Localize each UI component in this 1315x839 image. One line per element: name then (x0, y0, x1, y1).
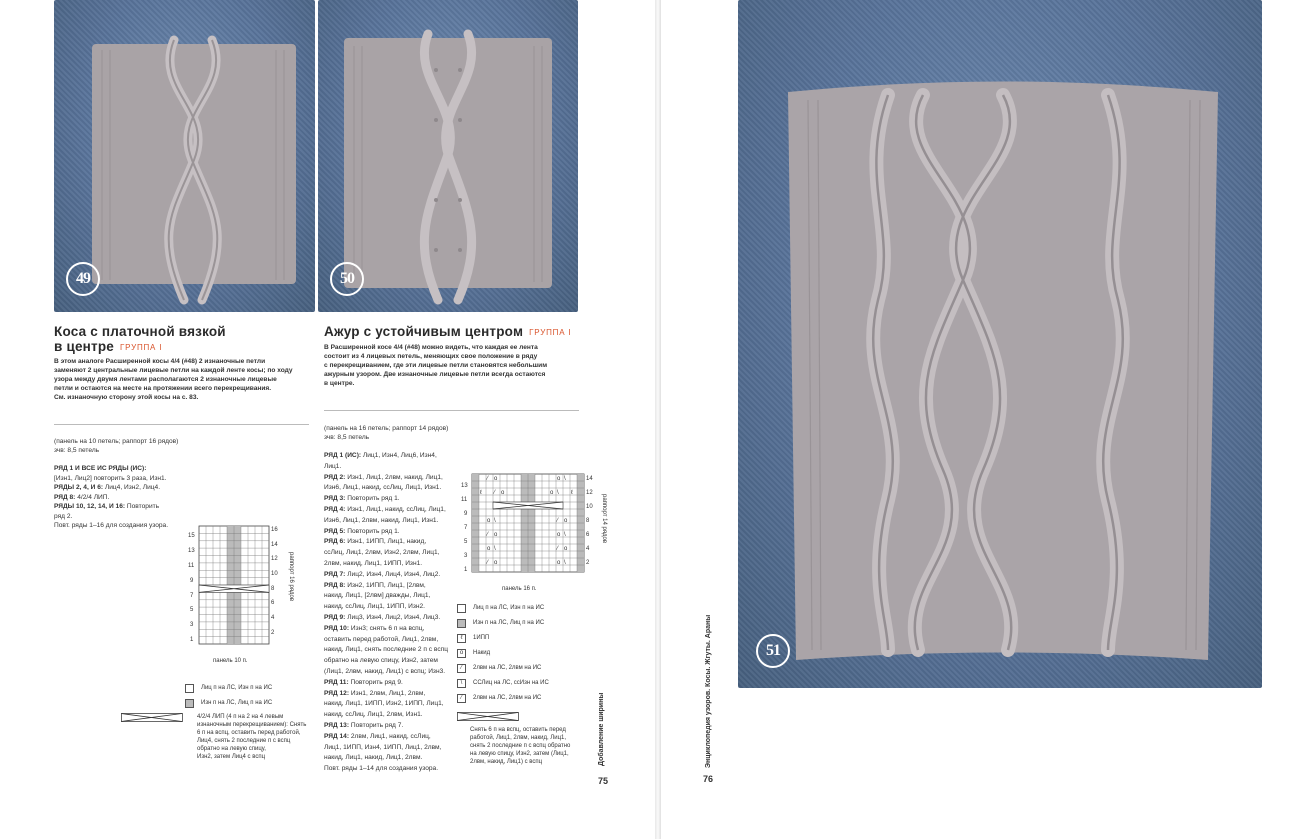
swatch-photo-49 (54, 0, 315, 312)
legend-item: \ ССЛиц на ЛС, ссИзн на ИС (457, 679, 587, 694)
pattern-50-meta (324, 424, 448, 442)
row-instruction: РЯД 8: Изн2, 1ИПП, Лиц1, [2лвм, (324, 581, 426, 589)
row-instruction: РЯД 6: Изн1, 1ИПП, Лиц1, накид, (324, 538, 427, 546)
divider-rule (324, 410, 579, 411)
svg-text:o: o (501, 490, 505, 496)
cable-legend-line: снять 2 последние п с вспц обратно (470, 743, 571, 749)
svg-text:5: 5 (464, 539, 468, 545)
pattern-49-group: ГРУППА I (119, 342, 163, 352)
divider-rule (54, 424, 309, 425)
row-instruction: [Изн1, Лиц2] повторить 3 раза, Изн1. (54, 474, 167, 482)
cable-legend-line: 2лвм, накид, Лиц1) с вспц (470, 759, 543, 765)
gauge-info: зчв: 8,5 петель (324, 434, 370, 441)
gauge-info: зчв: 8,5 петель (54, 447, 100, 454)
row-instruction: РЯД 11: Повторить ряд 9. (324, 678, 403, 686)
svg-text:6: 6 (586, 532, 590, 538)
cable-legend-line: изнаночным перекрещиванием): Снять (197, 722, 307, 728)
row-instruction: РЯД 5: Повторить ряд 1. (324, 527, 400, 535)
cable-legend-line: 6 п на вспц, оставить перед работой, (197, 730, 301, 736)
svg-text:o: o (564, 518, 568, 524)
svg-text:⁄: ⁄ (487, 532, 489, 538)
pattern-50-title (324, 324, 571, 340)
pattern-49-meta (54, 437, 178, 455)
intro-line: В этом аналоге Расширенной косы 4/4 (#48) 2 изнаночные петли (54, 358, 266, 365)
row-instruction: РЯДЫ 10, 12, 14, И 16: Повторить (54, 503, 160, 510)
legend-item: Лиц п на ЛС, Изн п на ИС (457, 604, 587, 619)
svg-text:4: 4 (271, 615, 275, 621)
row-instruction: оставить перед работой, Лиц1, 2лвм, (324, 635, 439, 643)
row-instruction: РЯД 10: Изн3; снять 6 п на вспц, (324, 624, 425, 632)
row-instruction: ссЛиц, Лиц1, 2лвм, Изн2, 2лвм, Лиц1, (324, 549, 440, 557)
svg-text:5: 5 (190, 607, 194, 613)
row-instruction: накид, Лиц1, накид, Лиц1, 2лвм. (324, 754, 423, 762)
pattern-50-cable-legend (470, 726, 585, 766)
row-instruction: (Лиц1, 2лвм, накид, Лиц1) с вспц; Изн3. (324, 667, 446, 675)
cable-symbol-icon (457, 712, 519, 721)
legend-item: ⁄ 2лвм на ЛС, 2лвм на ИС (457, 694, 587, 709)
svg-text:o: o (564, 546, 568, 552)
legend-item: Изн п на ЛС, Лиц п на ИС (457, 619, 587, 634)
svg-text:11: 11 (461, 497, 468, 503)
row-instruction: 2лвм, накид, Лиц1, 1ИПП, Изн1. (324, 559, 423, 567)
swatch-photo-51 (738, 0, 1262, 688)
cable-legend-line: Изн2, затем Лиц4 с вспц (197, 754, 266, 760)
svg-text:\: \ (564, 476, 566, 482)
row-instruction: Изн6, Лиц1, накид, ссЛиц, Лиц1, Изн1. (324, 484, 442, 492)
knit-symbol-icon (457, 604, 466, 613)
svg-text:\: \ (564, 532, 566, 538)
pattern-49-title (54, 324, 226, 355)
row-instruction: накид, Лиц1, [2лвм] дважды, Лиц1, (324, 592, 431, 600)
intro-line: В Расширенной косе 4/4 (#48) можно видеть, что каждая ее лента (324, 344, 538, 351)
left-running-head: Добавление ширины (598, 692, 605, 766)
pattern-50-title-text: Ажур с устойчивым центром (324, 324, 524, 339)
svg-text:7: 7 (190, 593, 194, 599)
right-running-head: Энциклопедия узоров. Косы. Жгуты. Араны (705, 614, 712, 768)
svg-text:o: o (557, 532, 561, 538)
pattern-49-title-line2: в центре (54, 339, 114, 354)
svg-text:⁄: ⁄ (487, 560, 489, 566)
row-instruction: накид, ссЛиц, Лиц1, 2лвм, Изн1. (324, 711, 423, 719)
svg-text:⁄: ⁄ (557, 546, 559, 552)
cable-legend-line: на левую спицу, Изн2, затем (Лиц1, (470, 751, 569, 757)
pattern-50-intro (324, 343, 579, 388)
intro-line: состоит из 4 лицевых петель, меняющих свое положение в ряду (324, 353, 538, 360)
left-page-number: 75 (598, 776, 609, 786)
intro-line: узора между двумя лентами располагаются 2 изнаночные лицевые (54, 376, 277, 383)
legend-item: ⁄ 2лвм на ЛС, 2лвм на ИС (457, 664, 587, 679)
twisted-purl-icon: ℓ (457, 634, 466, 643)
svg-text:o: o (487, 518, 491, 524)
svg-text:⁄: ⁄ (487, 476, 489, 482)
row-instruction: РЯД 14: 2лвм, Лиц1, накид, ссЛиц, (324, 732, 431, 740)
purl-symbol-icon (457, 619, 466, 628)
row-instruction: Повт. ряды 1–16 для создания узора. (54, 522, 169, 529)
row-instruction: РЯД 2: Изн1, Лиц1, 2лвм, накид, Лиц1, (324, 473, 443, 481)
pattern-49-legend (185, 684, 310, 714)
row-instruction: обратно на левую спицу, Изн2, затем (324, 657, 438, 665)
swatch-image-51 (738, 0, 1262, 688)
svg-text:o: o (557, 560, 561, 566)
k2tog-icon: ⁄ (457, 694, 466, 703)
svg-text:7: 7 (464, 525, 468, 531)
row-instruction: накид, Лиц1, 1ИПП, Изн2, 1ИПП, Лиц1, (324, 700, 444, 708)
chart-grid (199, 526, 269, 644)
svg-text:2: 2 (271, 630, 275, 636)
svg-text:13: 13 (461, 483, 468, 489)
legend-item: o Накид (457, 649, 587, 664)
svg-text:3: 3 (464, 553, 468, 559)
intro-line: петли и остаются на месте на протяжении всего перекрещивания. (54, 385, 272, 392)
svg-text:o: o (487, 546, 491, 552)
svg-text:\: \ (494, 518, 496, 524)
pattern-49-rows (54, 464, 184, 531)
pattern-49-title-line1: Коса с платочной вязкой (54, 324, 226, 339)
row-instruction: ряд 2. (54, 512, 73, 520)
chart-bottom-label: панель 10 п. (213, 658, 248, 664)
swatch-number-badge-50: 50 (330, 262, 364, 296)
svg-text:ℓ: ℓ (480, 490, 482, 496)
svg-text:9: 9 (464, 511, 468, 517)
cable-legend-line: работой, Лиц1, 2лвм, накид, Лиц1, (470, 735, 567, 741)
cable-legend-line: обратно на левую спицу, (197, 746, 266, 752)
chart-grid (472, 474, 584, 572)
chart-side-label: раппорт 14 рядов (601, 494, 607, 544)
row-instruction: РЯД 13: Повторить ряд 7. (324, 721, 404, 729)
svg-text:15: 15 (188, 533, 195, 539)
pattern-49-intro (54, 357, 309, 402)
svg-text:o: o (494, 532, 498, 538)
svg-text:⁄: ⁄ (494, 490, 496, 496)
svg-text:\: \ (494, 546, 496, 552)
svg-text:ℓ: ℓ (571, 490, 573, 496)
svg-text:o: o (494, 560, 498, 566)
purl-symbol-icon (185, 699, 194, 708)
swatch-photo-50 (318, 0, 578, 312)
svg-text:12: 12 (271, 556, 278, 562)
svg-text:14: 14 (271, 542, 278, 548)
row-instruction: РЯД 8: 4/2/4 ЛИП. (54, 493, 110, 501)
intro-line: в центре. (324, 380, 355, 387)
intro-line: ажурным узором. Две изнаночные лицевые петли всегда остаются (324, 371, 546, 378)
row-instruction: РЯД 1 И ВСЕ ИС РЯДЫ (ИС): (54, 465, 147, 472)
svg-text:9: 9 (190, 578, 194, 584)
knit-symbol-icon (185, 684, 194, 693)
svg-text:12: 12 (586, 490, 593, 496)
pattern-50-legend (457, 604, 587, 709)
legend-item: ℓ 1ИПП (457, 634, 587, 649)
left-page (0, 0, 655, 839)
right-page-number: 76 (703, 774, 714, 784)
row-instruction: РЯД 7: Лиц2, Изн4, Лиц4, Изн4, Лиц2. (324, 570, 441, 578)
cable-legend-line: Снять 6 п на вспц, оставить перед (470, 727, 566, 733)
row-instruction: РЯД 1 (ИС): Лиц1, Изн4, Лиц6, Изн4, (324, 452, 437, 459)
svg-text:\: \ (557, 490, 559, 496)
svg-text:4: 4 (586, 546, 590, 552)
svg-text:1: 1 (464, 567, 468, 573)
svg-text:16: 16 (271, 527, 278, 533)
cable-legend-line: Лиц4, снять 2 последние п с вспц (197, 738, 291, 744)
svg-text:13: 13 (188, 548, 195, 554)
yarn-over-icon: o (457, 649, 466, 658)
intro-line: См. изнаночную сторону этой косы на с. 83. (54, 394, 199, 401)
cable-symbol-icon (121, 713, 183, 722)
knitting-chart-49 (185, 522, 305, 672)
chart-side-label: раппорт 16 рядов (288, 552, 294, 602)
row-instruction: Лиц1. (324, 462, 342, 470)
svg-text:3: 3 (190, 622, 194, 628)
row-instruction: РЯД 12: Изн1, 2лвм, Лиц1, 2лвм, (324, 689, 426, 697)
svg-text:2: 2 (586, 560, 590, 566)
panel-info: (панель на 10 петель; раппорт 16 рядов) (54, 438, 179, 445)
pattern-50-group: ГРУППА I (529, 327, 572, 337)
legend-item: Изн п на ЛС, Лиц п на ИС (185, 699, 310, 714)
row-instruction: РЯД 4: Изн1, Лиц1, накид, ссЛиц, Лиц1, (324, 505, 446, 513)
svg-text:10: 10 (586, 504, 593, 510)
swatch-number-badge-51: 51 (756, 634, 790, 668)
k2tog-icon: ⁄ (457, 664, 466, 673)
svg-text:1: 1 (190, 637, 194, 643)
panel-info: (панель на 16 петель; раппорт 14 рядов) (324, 425, 449, 432)
cable-legend-line: 4/2/4 ЛИП (4 п на 2 на 4 левым (197, 714, 284, 720)
row-instruction: Лиц1, 1ИПП, Изн4, 1ИПП, Лиц1, 2лвм, (324, 743, 442, 751)
chart-bottom-label: панель 16 п. (502, 586, 537, 592)
row-instruction: РЯДЫ 2, 4, И 6: Лиц4, Изн2, Лиц4. (54, 484, 161, 491)
pattern-49-cable-legend (197, 713, 312, 761)
svg-text:6: 6 (271, 600, 275, 606)
svg-text:8: 8 (271, 586, 275, 592)
svg-text:o: o (550, 490, 554, 496)
swatch-number-badge-49: 49 (66, 262, 100, 296)
legend-item: Лиц п на ЛС, Изн п на ИС (185, 684, 310, 699)
pattern-50-rows (324, 451, 459, 775)
row-instruction: РЯД 9: Лиц3, Изн4, Лиц2, Изн4, Лиц3. (324, 613, 441, 621)
svg-text:⁄: ⁄ (557, 518, 559, 524)
svg-text:o: o (557, 476, 561, 482)
intro-line: с перекрещиванием, где эти лицевые петли становятся небольшим (324, 362, 548, 369)
svg-text:10: 10 (271, 571, 278, 577)
ssk-icon: \ (457, 679, 466, 688)
row-instruction: накид, ссЛиц, Лиц1, 1ИПП, Изн2. (324, 603, 426, 611)
svg-text:8: 8 (586, 518, 590, 524)
svg-text:14: 14 (586, 476, 593, 482)
intro-line: заменяют 2 центральные лицевые петли на каждой ленте косы; по ходу (54, 367, 293, 374)
row-instruction: накид, Лиц1, снять последние 2 п с вспц (324, 646, 448, 654)
row-instruction: Изн6, Лиц1, 2лвм, накид, Лиц1, Изн1. (324, 516, 439, 524)
svg-text:o: o (494, 476, 498, 482)
knitting-chart-50 (458, 470, 618, 600)
svg-text:\: \ (564, 560, 566, 566)
svg-text:11: 11 (188, 563, 195, 569)
right-page (661, 0, 1315, 839)
row-instruction: Повт. ряды 1–14 для создания узора. (324, 765, 439, 773)
row-instruction: РЯД 3: Повторить ряд 1. (324, 495, 400, 503)
